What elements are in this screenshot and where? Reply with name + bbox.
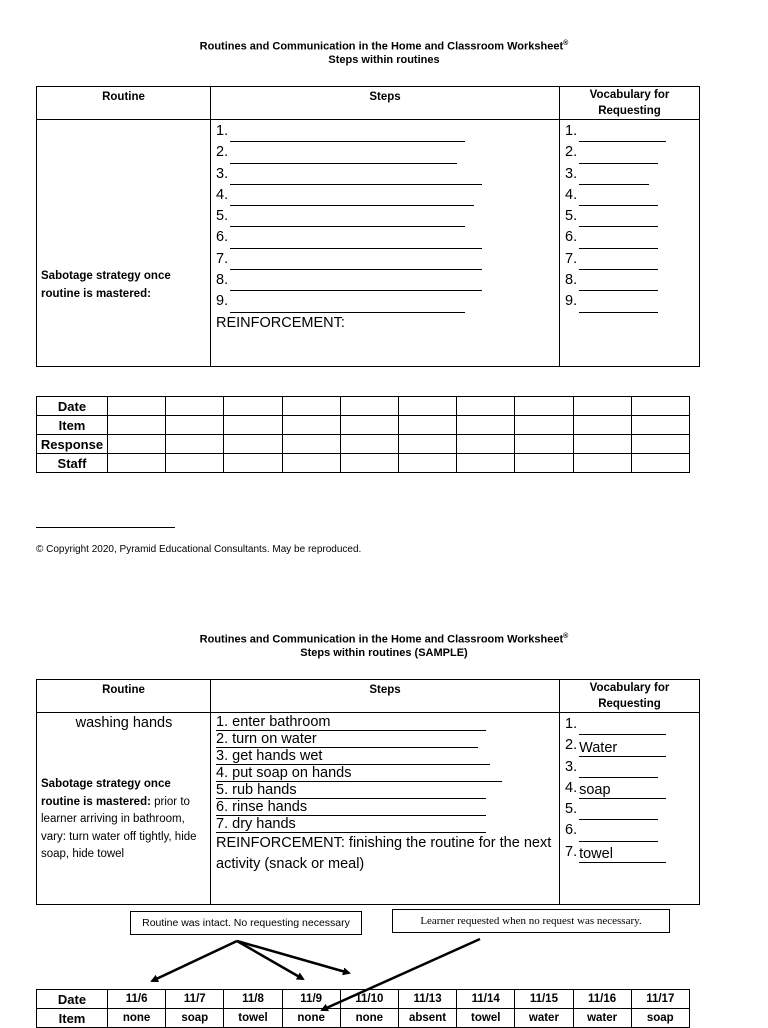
vocab-header: Vocabulary for Requesting <box>560 87 700 120</box>
log-row-label: Response <box>37 435 108 454</box>
date-cell[interactable]: 11/15 <box>515 990 573 1009</box>
sample-step-number: 4. <box>216 765 229 781</box>
date-cell[interactable]: 11/13 <box>398 990 456 1009</box>
log-row-label: Staff <box>37 454 108 473</box>
sample-vocab-number: 5. <box>565 801 578 818</box>
item-cell[interactable]: soap <box>631 1009 689 1028</box>
vocab-number: 7. <box>565 250 578 267</box>
log-row-label: Item <box>37 416 108 435</box>
sample-routine-header: Routine <box>37 680 211 713</box>
arrow-to-11-10 <box>237 941 349 973</box>
sample-step-number: 5. <box>216 782 229 798</box>
worksheet-subtitle: Steps within routines <box>328 54 440 66</box>
log-row-label: Date <box>37 397 108 416</box>
date-cell[interactable]: 11/14 <box>457 990 515 1009</box>
worksheet-title: Routines and Communication in the Home and Classroom Worksheet® <box>199 40 569 53</box>
sample-vocab-number: 4. <box>565 779 578 796</box>
step-number: 1. <box>216 123 229 139</box>
sample-step-number: 3. <box>216 748 229 764</box>
sample-title: Routines and Communication in the Home and Classroom Worksheet® <box>199 633 569 646</box>
date-cell[interactable]: 11/17 <box>631 990 689 1009</box>
date-cell[interactable]: 11/8 <box>224 990 282 1009</box>
date-cell[interactable]: 11/7 <box>166 990 224 1009</box>
step-number: 5. <box>216 208 229 225</box>
step-number: 2. <box>216 144 229 161</box>
copyright-notice: © Copyright 2020, Pyramid Educational Consultants. May be reproduced. <box>36 544 362 555</box>
sample-vocab-number: 7. <box>565 843 578 860</box>
item-cell[interactable]: none <box>282 1009 340 1028</box>
sample-vocab-header: Vocabulary for Requesting <box>560 680 700 713</box>
item-cell[interactable]: none <box>108 1009 166 1028</box>
sample-step-number: 7. <box>216 816 229 832</box>
sample-step-text: enter bathroom <box>232 714 331 730</box>
sample-step-number: 6. <box>216 799 229 815</box>
sample-vocab-entry[interactable]: Water <box>579 740 666 757</box>
arrow-to-11-6 <box>152 941 237 981</box>
sample-vocab-number: 1. <box>565 716 578 732</box>
item-cell[interactable]: water <box>573 1009 631 1028</box>
sample-sabotage-label: Sabotage strategy once routine is mastered: <box>41 778 171 808</box>
vocab-number: 9. <box>565 293 578 310</box>
date-label: Date <box>37 990 108 1009</box>
sample-step-number: 1. <box>216 714 229 730</box>
step-number: 4. <box>216 186 229 203</box>
step-number: 3. <box>216 165 229 182</box>
vocab-number: 5. <box>565 208 578 225</box>
sample-steps-header: Steps <box>211 680 560 713</box>
sample-step-text: rub hands <box>232 782 297 798</box>
sample-step-text: rinse hands <box>232 799 308 815</box>
vocab-number: 2. <box>565 144 578 161</box>
reinforcement-label: REINFORCEMENT: <box>216 314 345 331</box>
arrow-to-11-9 <box>237 941 303 979</box>
date-cell[interactable]: 11/16 <box>573 990 631 1009</box>
sample-vocab-number: 2. <box>565 737 578 754</box>
step-number: 9. <box>216 293 229 310</box>
step-number: 6. <box>216 229 229 246</box>
date-cell[interactable]: 11/10 <box>340 990 398 1009</box>
vocab-number: 3. <box>565 165 578 182</box>
sample-step-text: get hands wet <box>232 748 323 764</box>
vocab-number: 6. <box>565 229 578 246</box>
item-cell[interactable]: none <box>340 1009 398 1028</box>
item-cell[interactable]: water <box>515 1009 573 1028</box>
step-number: 8. <box>216 272 229 289</box>
item-cell[interactable]: towel <box>457 1009 515 1028</box>
sample-log-date-row <box>37 990 690 1009</box>
callout-routine-intact: Routine was intact. No requesting necessary <box>130 911 362 935</box>
sample-step-text: dry hands <box>232 816 296 832</box>
sample-step-text: put soap on hands <box>232 765 352 781</box>
routine-header: Routine <box>37 87 211 120</box>
item-cell[interactable]: towel <box>224 1009 282 1028</box>
callout-unnecessary-request: Learner requested when no request was necessary. <box>392 909 670 933</box>
item-cell[interactable]: soap <box>166 1009 224 1028</box>
sample-vocab-entry[interactable]: soap <box>579 782 666 799</box>
step-number: 7. <box>216 250 229 267</box>
sample-log-item-row <box>37 1009 690 1028</box>
routine-name: washing hands <box>75 715 173 731</box>
sample-subtitle: Steps within routines (SAMPLE) <box>300 647 468 659</box>
vocab-number: 4. <box>565 186 578 203</box>
vocab-number: 8. <box>565 272 578 289</box>
sample-vocab-number: 6. <box>565 822 578 839</box>
sample-vocab-number: 3. <box>565 758 578 775</box>
sample-tracking-log-table <box>36 989 690 1028</box>
sample-step-number: 2. <box>216 731 229 747</box>
sabotage-label: Sabotage strategy once routine is mastered: <box>41 270 171 300</box>
steps-header: Steps <box>211 87 560 120</box>
sabotage-text: prior to learner arriving in bathroom, vary: turn water off tightly, hide soap, hide towel <box>41 795 197 860</box>
sample-vocab-entry[interactable]: towel <box>579 846 666 863</box>
item-cell[interactable]: absent <box>398 1009 456 1028</box>
date-cell[interactable]: 11/9 <box>282 990 340 1009</box>
sample-reinforcement: REINFORCEMENT: finishing the routine for the next activity (snack or meal) <box>216 835 552 873</box>
item-label: Item <box>37 1009 108 1028</box>
date-cell[interactable]: 11/6 <box>108 990 166 1009</box>
sample-step-text: turn on water <box>232 731 317 747</box>
vocab-number: 1. <box>565 123 578 139</box>
